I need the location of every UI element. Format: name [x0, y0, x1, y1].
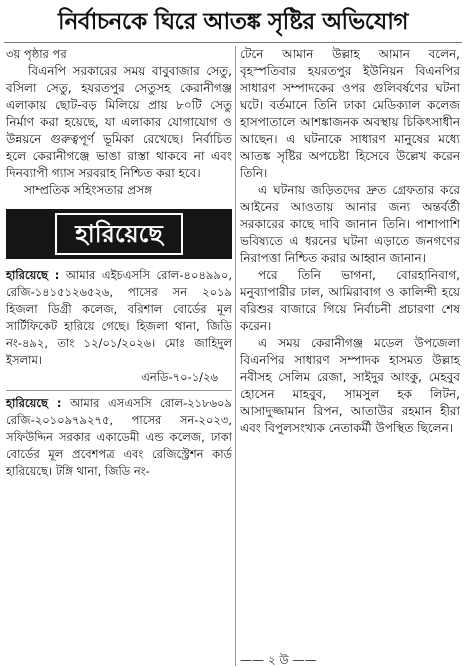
continued-from-note: ৩য় পৃষ্ঠার পর [6, 47, 67, 61]
lost-notice-body: আমার এইচএসসি রোল-৪০৪৯৯০, রেজি-১৪১৫১২৬৫২৬, পাসের সন ২০১৯ হিজলা ডিগ্রী কলেজ, বরিশাল বোর্ডের মূল সার্টিফিকেট হারিয়ে গেছে। হিজলা থানা, জিডি নং-৪৯২, তাং ১২/০১/২০২৬। মোঃ জাহিদুল ইসলাম। [6, 268, 232, 367]
notice-separator [6, 390, 232, 391]
article-paragraph: এ ঘটনায় জড়িতদের দ্রুত গ্রেফতার করে আইনের আওতায় আনার জন্য অন্তর্বর্তী সরকারের কাছে দাবি জানান তিনি। পাশাপাশি ভবিষ্যতে এ ধরনের ঘটনা এড়াতে জনগণের নিরাপত্তা নিশ্চিত করার আহ্বান জানান। [240, 183, 460, 265]
lost-notice-heading: হারিয়েছে : [6, 268, 60, 282]
classifieds-banner [6, 209, 232, 259]
article-paragraph: সাম্প্রতিক সহিংসতার প্রসঙ্গ [24, 183, 153, 197]
left-column [6, 46, 232, 480]
lost-notice-ref: এনডি-৭০-১/২৬ [141, 370, 218, 384]
next-article-fragment: —— ২ উ —— [240, 653, 317, 667]
classifieds-banner-title: হারিয়েছে [55, 213, 183, 255]
article-paragraph: পরে তিনি ভাগনা, বোরহানিবাগ, মনুব্যাপারীর ঢাল, আমিরাবাগ ও কালিন্দী হয়ে বরিশুর বাজারে গিয়ে নির্বাচনী প্রচারণা শেষ করেন। [240, 268, 460, 333]
right-column [240, 46, 460, 437]
headline-rule [4, 42, 462, 43]
column-divider [235, 46, 236, 666]
lost-notice [6, 395, 232, 480]
article-paragraph: এ সময় কেরানীগঞ্জ মডেল উপজেলা বিএনপির সাধারণ সম্পাদক হাসমত উল্লাহ নবীসহ সেলিম রেজা, সাইদুর আংকু, মেহবুব হোসেন মাহবুব, সামসুল হক লিটন, আসাদুজ্জামান রিপন, আতাউর রহমান হীরা এবং বিপুলসংখ্যক নেতাকর্মী উপস্থিত ছিলেন। [240, 336, 460, 435]
article-paragraph: টেনে আমান উল্লাহ আমান বলেন, বৃহস্পতিবার হযরতপুর ইউনিয়ন বিএনপির সাধারণ সম্পাদকের ওপর গুলিবর্ষণের ঘটনা ঘটে। বর্তমানে তিনি ঢাকা মেডিক্যাল কলেজ হাসপাতালে আশঙ্কাজনক অবস্থায় চিকিৎসাধীন আছেন। এ ঘটনাকে সাধারণ মানুষের মধ্যে আতঙ্ক সৃষ্টির অপচেষ্টা হিসেবে উল্লেখ করেন তিনি। [240, 47, 460, 180]
lost-notice-body: আমার এসএসসি রোল-২১৮৬০৯ রেজি-২০১০৯৭৯২৭৫, পাসের সন-২০২৩, সফিউদ্দিন সরকার একাডেমী এন্ড কলেজ, ঢাকা বোর্ডের মূল প্রবেশপত্র এবং রেজিস্ট্রেশন কার্ড হারিয়েছে। টঙ্গি থানা, জিডি নং- [6, 396, 232, 478]
lost-notice-heading: হারিয়েছে : [6, 396, 62, 410]
lost-notice [6, 267, 232, 369]
article-headline: নির্বাচনকে ঘিরে আতঙ্ক সৃষ্টির অভিযোগ [57, 9, 409, 35]
article-paragraph: বিএনপি সরকারের সময় বাবুবাজার সেতু, বসিলা সেতু, হযরতপুর সেতুসহ কেরানীগঞ্জ এলাকায় ছোট-বড় মিলিয়ে প্রায় ৮০টি সেতু নির্মাণ করা হয়েছে, যা এলাকার যোগাযোগ ও উন্নয়নে গুরুত্বপূর্ণ ভূমিকা রেখেছে। নির্বাচিত হলে কেরানীগঞ্জে ভাঙা রাস্তা থাকবে না এবং দিনব্যাপী গ্যাস সরবরাহ নিশ্চিত করা হবে। [6, 64, 232, 180]
